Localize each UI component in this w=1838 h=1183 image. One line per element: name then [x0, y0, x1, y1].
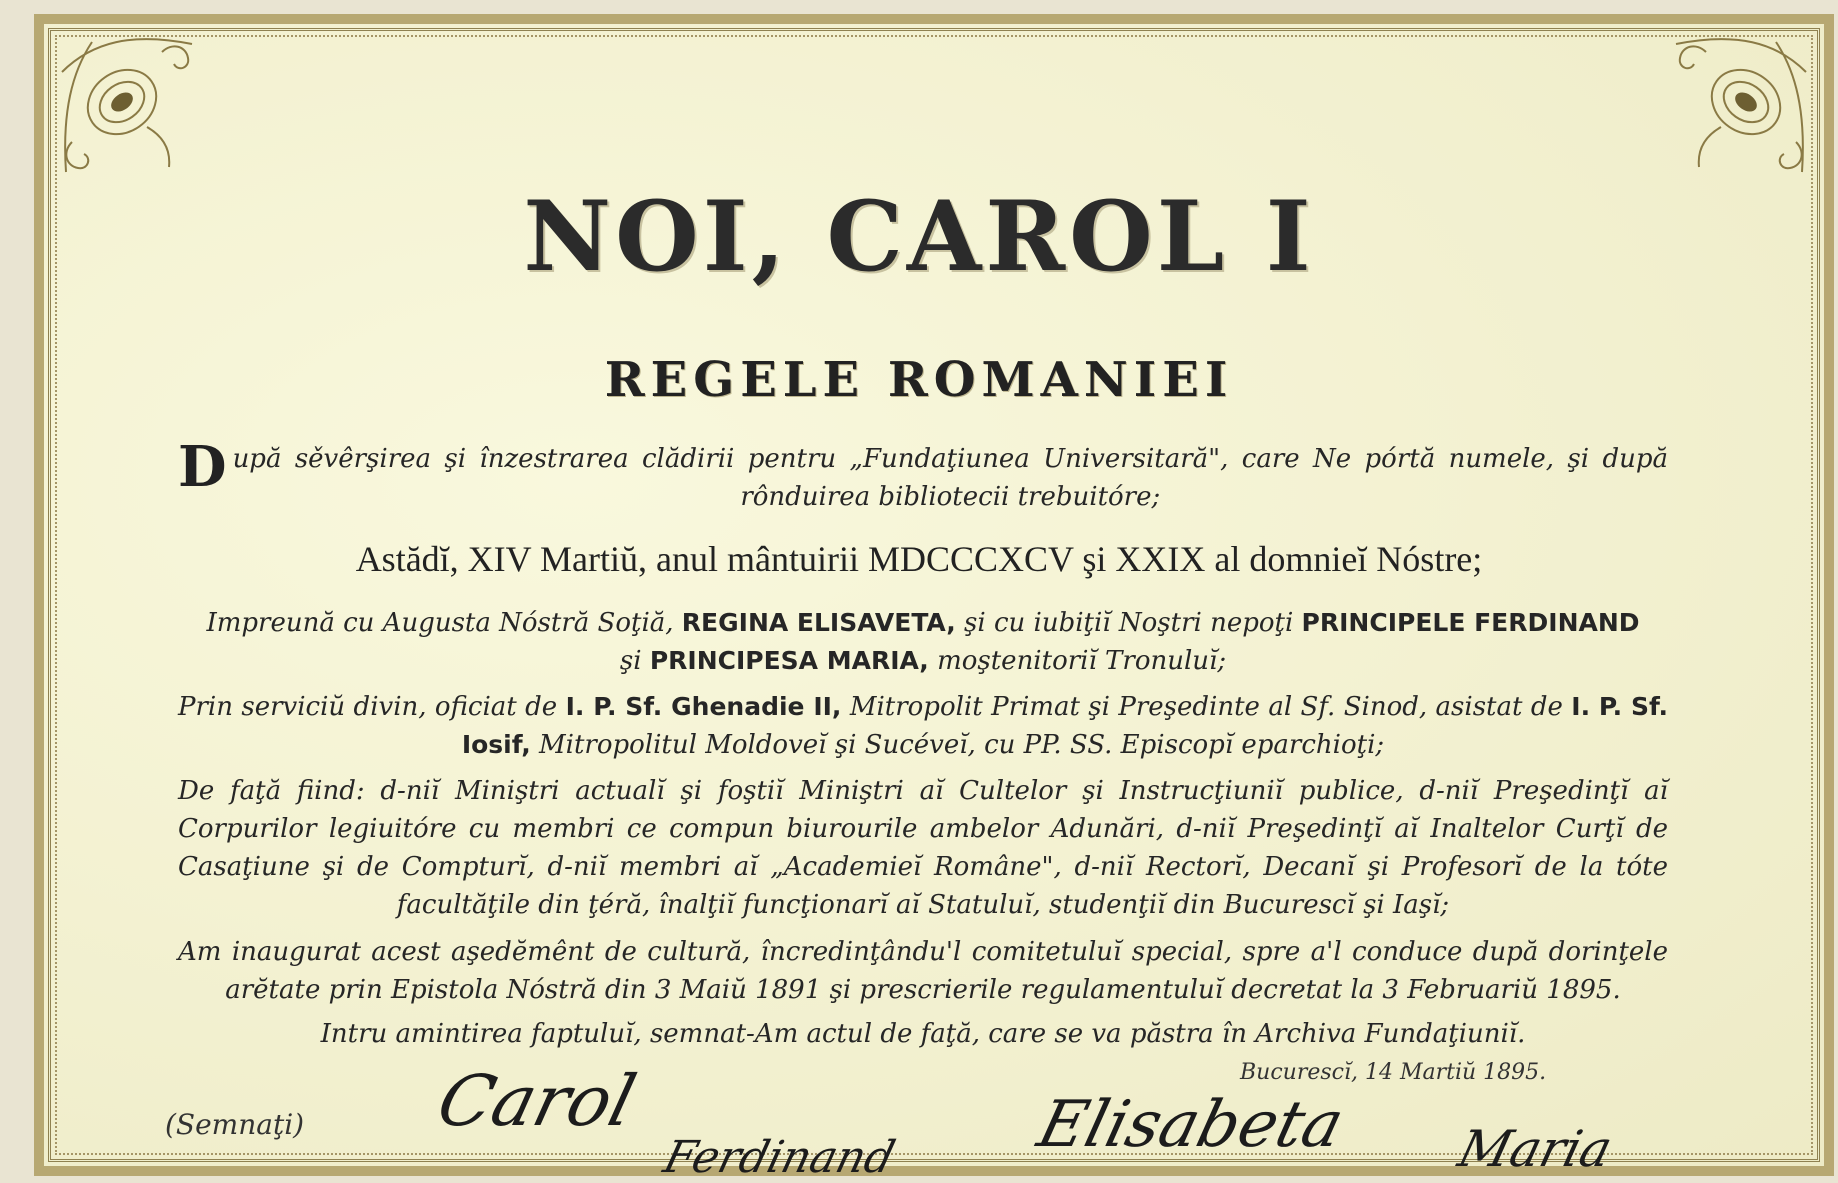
name-princess: PRINCIPESA MARIA, [649, 646, 929, 675]
text-fragment: şi [619, 646, 650, 676]
ornament-corner-icon [52, 32, 212, 192]
document-date: Bucurescĭ, 14 Martiŭ 1895. [1240, 1060, 1547, 1085]
paragraph-date-line: Astădĭ, XIV Martiŭ, anul mântuirii MDCCCXCV şi XXIX al domnieĭ Nóstre; [355, 539, 1483, 579]
signature-elisabeta: Elisabeta [1030, 1088, 1351, 1162]
text-fragment: Mitropolitul Moldoveĭ şi Sucéveĭ, cu PP. SS. Episcopĭ eparchioţi; [530, 730, 1385, 760]
document-subtitle: REGELE ROMANIEI [604, 352, 1234, 408]
text-fragment: şi cu iubiţiĭ Noştri nepoţi [955, 608, 1302, 638]
paragraph-clergy [178, 688, 1668, 764]
name-queen: REGINA ELISAVETA, [681, 608, 956, 637]
drop-cap: D [178, 434, 227, 500]
text-fragment: Impreună cu Augusta Nóstră Soţiă, [206, 608, 682, 638]
signed-label: (Semnaţi) [165, 1108, 305, 1141]
paragraph-attendees: De faţă fiind: d-niĭ Miniştri actualĭ şi foştiĭ Miniştri aĭ Cultelor şi Instrucţiuniĭ publice, d-niĭ Preşedinţĭ aĭ Corpurilor legiuitóre cu membri ce compun biurourile ambelor Adunări, d-niĭ Preşedinţĭ aĭ Inaltelor Curţĭ de Casaţiune şi de Compturĭ, d-niĭ membri aĭ „Academieĭ Române", d-niĭ Rectorĭ, Decanĭ şi Profesorĭ de la tóte facultăţile din ţéră, înalţiĭ funcţionarĭ aĭ Statuluĭ, studenţiĭ din Bucurescĭ şi Iaşĭ; [178, 776, 1668, 920]
name-metropolitan: I. P. Sf. Ghenadie II, [565, 692, 842, 721]
signature-ferdinand: Ferdinand [658, 1132, 900, 1183]
text-fragment: moştenitoriĭ Tronuluĭ; [928, 646, 1227, 676]
preamble-text: upă sěvêrşirea şi înzestrarea clădirii pentru „Fundaţiunea Universitară", care Ne pórtă numele, şi după rônduirea bibliotecii trebuitóre; [232, 444, 1668, 512]
text-fragment: Prin serviciŭ divin, oficiat de [178, 692, 566, 722]
name-prince: PRINCIPELE FERDINAND [1301, 608, 1640, 637]
text-fragment: Mitropolit Primat şi Preşedinte al Sf. Sinod, asistat de [841, 692, 1572, 722]
document-title: NOI, CAROL I [523, 180, 1315, 293]
paragraph-inauguration: Am inaugurat acest aşedĕmênt de cultură, încredinţându'l comitetuluĭ special, spre a'l conduce după dorinţele arĕtate prin Epistola Nóstră din 3 Maiŭ 1891 şi prescrierile regulamentuluĭ decretat la 3 Februariŭ 1895. [178, 937, 1668, 1005]
signature-maria: Maria [1452, 1120, 1618, 1178]
name-iosif: I. P. Sf. Iosif, [461, 692, 1668, 759]
signature-carol: Carol [429, 1060, 644, 1142]
paragraph-preamble [178, 434, 1668, 516]
ornament-corner-icon [1656, 32, 1816, 192]
paragraph-royal-family [178, 604, 1668, 680]
paragraph-remembrance: Intru amintirea faptuluĭ, semnat-Am actul de faţă, care se va păstra în Archiva Fundaţiuniĭ. [320, 1019, 1526, 1049]
